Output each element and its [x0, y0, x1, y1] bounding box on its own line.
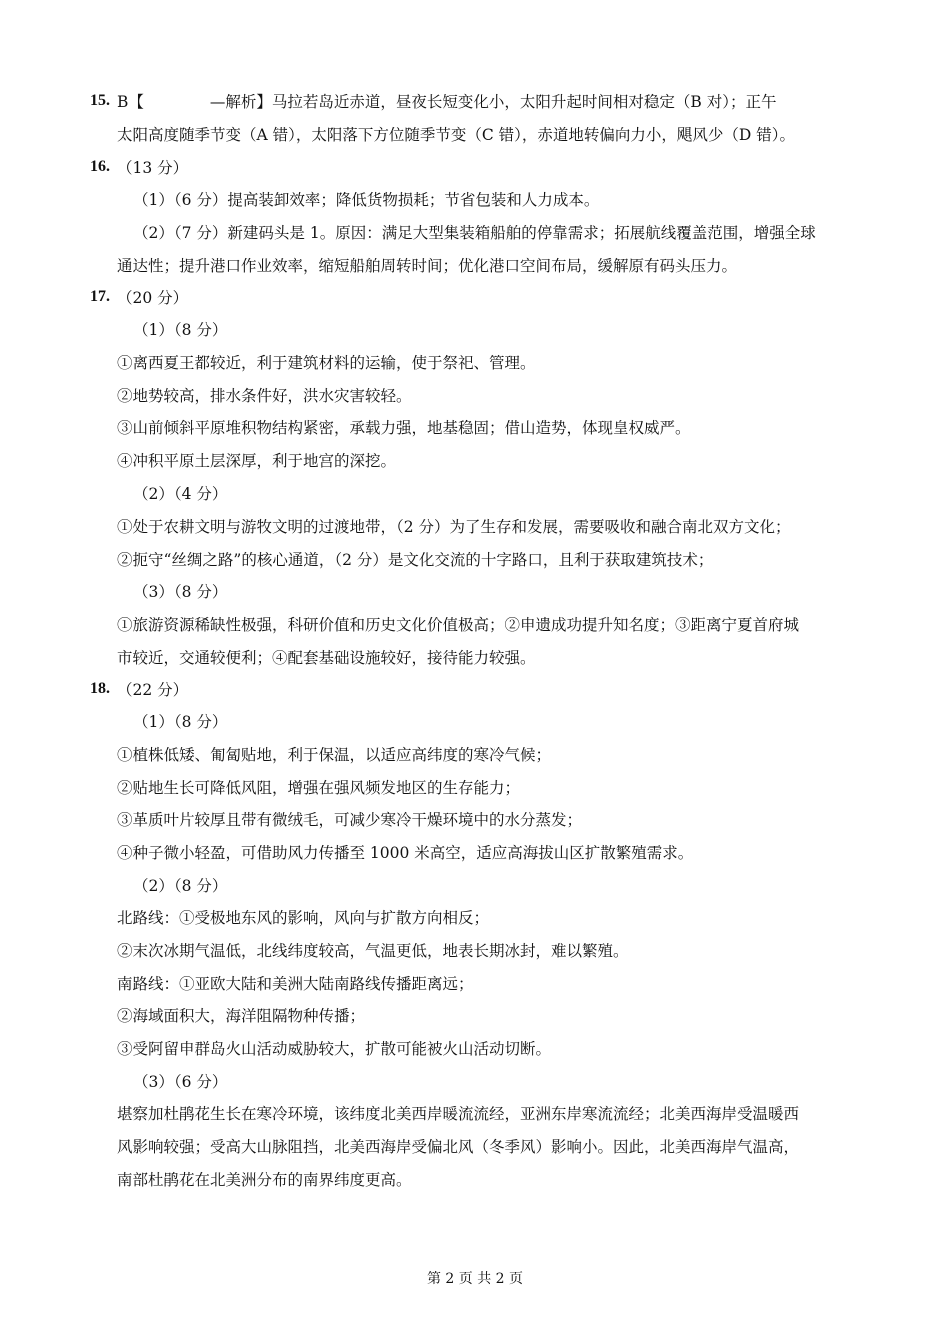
question-17-sub-2-item: ②扼守“丝绸之路”的核心通道，（2 分）是文化交流的十字路口，且利于获取建筑技术； [117, 551, 714, 569]
question-17-sub-3-line-2: 市较近，交通较便利；④配套基础设施较好，接待能力较强。 [117, 649, 536, 667]
question-18-sub-1-item: ①植株低矮、匍匐贴地，利于保温，以适应高纬度的寒冷气候； [117, 746, 552, 764]
question-17-sub-3-line-1: ①旅游资源稀缺性极强，科研价值和历史文化价值极高；②申遗成功提升知名度；③距离宁夏首府城 [117, 616, 800, 634]
question-17-sub-2-head: （2）（4 分） [133, 485, 228, 503]
page-footer: 第 2 页 共 2 页 [426, 1271, 524, 1287]
question-17-sub-1-item: ①离西夏王都较近，利于建筑材料的运输，使于祭祀、管理。 [117, 354, 536, 372]
q15-bracket: 【 [128, 93, 144, 111]
question-15-line-1 [117, 92, 777, 112]
question-18-sub-2-item: ②末次冰期气温低，北线纬度较高，气温更低，地表长期冰封，难以繁殖。 [117, 942, 629, 960]
question-18-sub-3-head: （3）（6 分） [133, 1073, 228, 1091]
question-18-sub-3-line: 堪察加杜鹃花生长在寒冷环境，该纬度北美西岸暖流流经，亚洲东岸寒流流经；北美西海岸受温暖西 [117, 1105, 800, 1123]
question-17-sub-3-head: （3）（8 分） [133, 583, 228, 601]
question-18-sub-2-item: 南路线：①亚欧大陆和美洲大陆南路线传播距离远； [117, 975, 474, 993]
question-18-sub-2-item: ②海域面积大，海洋阻隔物种传播； [117, 1007, 366, 1025]
q15-answer: B [117, 93, 129, 111]
question-18-sub-2-item: ③受阿留申群岛火山活动威胁较大，扩散可能被火山活动切断。 [117, 1040, 552, 1058]
question-15-number: 15. [90, 92, 110, 109]
question-18-number: 18. [90, 680, 110, 697]
question-18-sub-1-item: ③革质叶片较厚且带有微绒毛，可减少寒冷干燥环境中的水分蒸发； [117, 811, 583, 829]
question-15-line-2: 太阳高度随季节变（A 错），太阳落下方位随季节变（C 错），赤道地转偏向力小，飓风少（D 错）。 [117, 126, 796, 144]
question-17-sub-2-item: ①处于农耕文明与游牧文明的过渡地带，（2 分）为了生存和发展，需要吸收和融合南北双方文化； [117, 518, 791, 536]
question-18-sub-1-item: ④种子微小轻盈，可借助风力传播至 1000 米高空，适应高海拔山区扩散繁殖需求。 [117, 844, 694, 862]
question-18-sub-2-head: （2）（8 分） [133, 877, 228, 895]
question-17-sub-1-item: ④冲积平原土层深厚，利于地宫的深挖。 [117, 452, 397, 470]
question-16-part-2-line-1: （2）（7 分）新建码头是 1。原因：满足大型集装箱船舶的停靠需求；拓展航线覆盖范围，增强全球 [133, 224, 816, 242]
question-16-part-2-line-2: 通达性；提升港口作业效率，缩短船舶周转时间；优化港口空间布局，缓解原有码头压力。 [117, 257, 738, 275]
q15-tag: —解析】 [209, 93, 272, 111]
question-18-sub-3-line: 风影响较强；受高大山脉阻挡，北美西海岸受偏北风（冬季风）影响小。因此，北美西海岸气温高， [117, 1138, 800, 1156]
question-18-score: （22 分） [117, 681, 189, 699]
question-16-number: 16. [90, 158, 110, 175]
question-18-sub-1-item: ②贴地生长可降低风阻，增强在强风频发地区的生存能力； [117, 779, 521, 797]
question-18-sub-2-item: 北路线：①受极地东风的影响，风向与扩散方向相反； [117, 909, 490, 927]
question-17-sub-1-head: （1）（8 分） [133, 321, 228, 339]
question-18-sub-1-head: （1）（8 分） [133, 713, 228, 731]
question-16-score: （13 分） [117, 159, 189, 177]
question-17-number: 17. [90, 288, 110, 305]
question-18-sub-3-line: 南部杜鹃花在北美洲分布的南界纬度更高。 [117, 1171, 412, 1189]
question-17-sub-1-item: ③山前倾斜平原堆积物结构紧密，承载力强，地基稳固；借山造势，体现皇权威严。 [117, 419, 691, 437]
question-17-sub-1-item: ②地势较高，排水条件好，洪水灾害较轻。 [117, 387, 412, 405]
q15-line1-text: 马拉若岛近赤道，昼夜长短变化小，太阳升起时间相对稳定（B 对）；正午 [271, 93, 777, 111]
question-16-part-1: （1）（6 分）提高装卸效率；降低货物损耗；节省包装和人力成本。 [133, 191, 600, 209]
question-17-score: （20 分） [117, 289, 189, 307]
